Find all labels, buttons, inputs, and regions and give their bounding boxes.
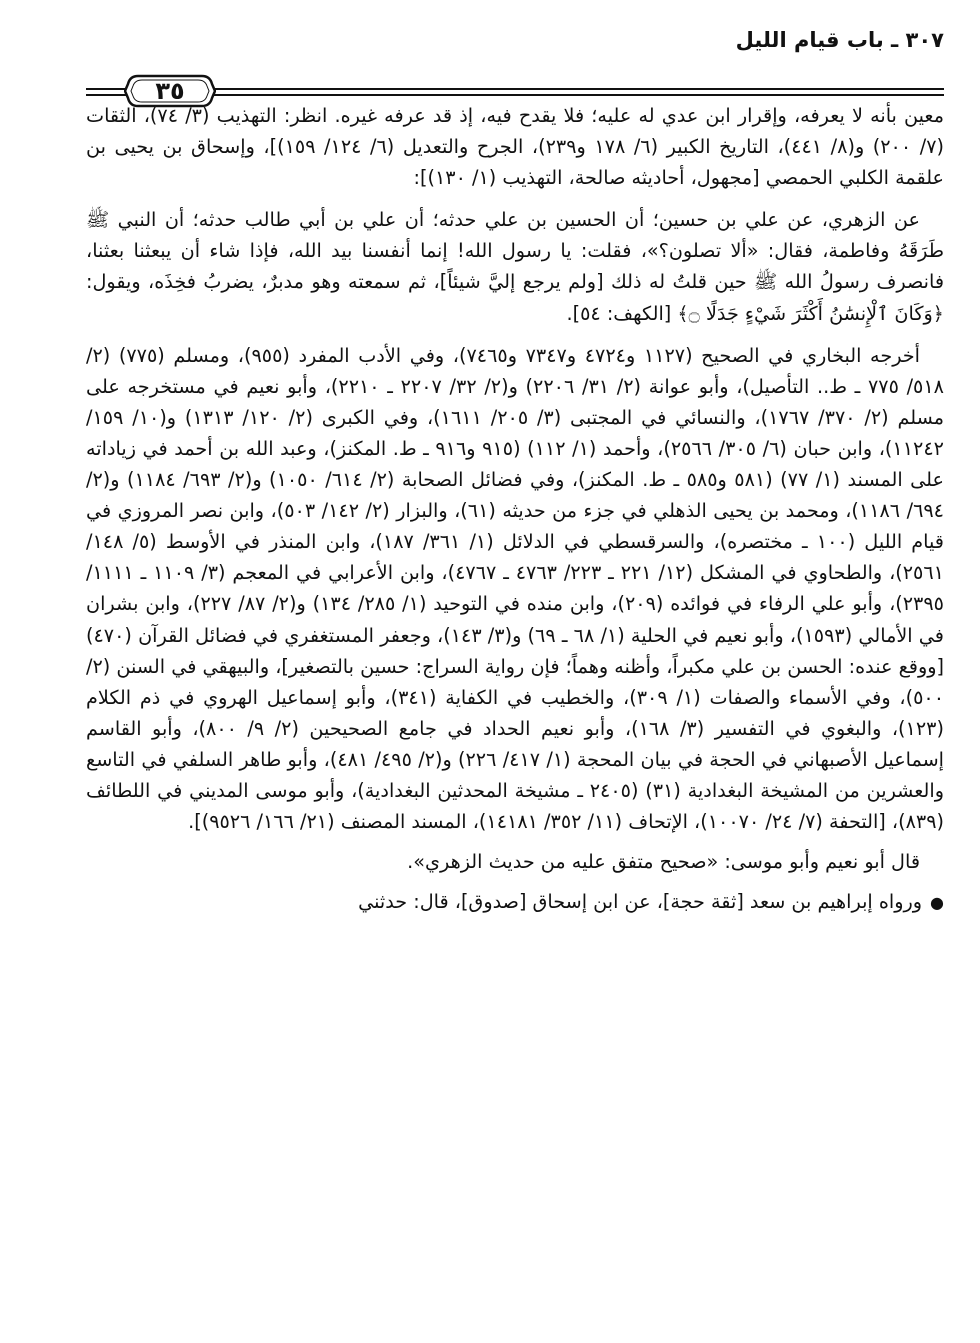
hadith-paragraph: عن الزهري، عن علي بن حسين؛ أن الحسين بن علي حدثه؛ أن علي بن أبي طالب حدثه؛ أن النبي ﷺ طَرَقَهُ وفاطمة، فقال: «ألا تصلون؟»، فقلت: يا رسول الله! إنما أنفسنا بيد الله، فإذا شاء أن يبعثنا بعثنا، فانصرف رسولُ الله ﷺ حين قلتُ له ذلك [ولم يرجع إليَّ شيئاً]، ثم سمعته وهو مدبرٌ، يضربُ فخِذَه، ويقول: ﴿وَكَانَ ٱلْإِنسَٰنُ أَكْثَرَ شَيْءٍ جَدَلًا ۝﴾ [الكهف: ٥٤].	[86, 208, 944, 325]
page-body	[86, 100, 944, 918]
body-paragraph: معين بأنه لا يعرفه، وإقرار ابن عدي له عليه؛ فلا يقدح فيه، إذ قد عرفه غيره. انظر: التهذيب (٣/ ٧٤)، الثقات (٧/ ٢٠٠) و(٨/ ٤٤١)، التاريخ الكبير (٦/ ١٧٨ و٢٣٩)، الجرح والتعديل (٦/ ١٢٤/ ١٥٩)]، وإسحاق بن يحيى بن علقمة الكلبي الحمصي [مجهول، أحاديثه صالحة، التهذيب (١/ ١٣٠)]:	[86, 104, 945, 190]
running-title: ٣٠٧ ـ باب قيام الليل	[735, 28, 944, 52]
takhrij-paragraph: أخرجه البخاري في الصحيح (١١٢٧ و٤٧٢٤ و٧٣٤٧ و٧٤٦٥)، وفي الأدب المفرد (٩٥٥)، ومسلم (٧٧٥) (٢/ ٥١٨/ ٧٧٥ ـ ط.. التأصيل)، وأبو عوانة (٢/ ٣١/ ٢٢٠٦) و(٢/ ٣٢/ ٢٢٠٧ ـ ٢٢١٠)، وأبو نعيم في مستخرجه على مسلم (٢/ ٣٧٠/ ١٧٦٧)، والنسائي في المجتبى (٣/ ٢٠٥/ ١٦١١)، وفي الكبرى (٢/ ١٢٠/ ١٣١٣) و(١٠/ ١٥٩/ ١١٢٤٢)، وابن حبان (٦/ ٣٠٥/ ٢٥٦٦)، وأحمد (١/ ١١٢) (٩١٥ و٩١٦ ـ ط. المكنز)، وعبد الله بن أحمد في زياداته على المسند (١/ ٧٧) (٥٨١ و٥٨٥ ـ ط. المكنز)، وفي فضائل الصحابة (٢/ ٦١٤/ ١٠٥٠) و(٢/ ٦٩٣/ ١١٨٤) و(٢/ ٦٩٤/ ١١٨٦)، ومحمد بن يحيى الذهلي في جزء من حديثه (٦١)، والبزار (٢/ ١٤٢/ ٥٠٣)، وابن نصر المروزي في قيام الليل (١٠٠ ـ مختصره)، والسرقسطي في الدلائل (١/ ٣٦١/ ١٨٧)، وابن المنذر في الأوسط (٥/ ١٤٨/ ٢٥٦١)، والطحاوي في المشكل (١٢/ ٢٢١ ـ ٢٢٣/ ٤٧٦٣ ـ ٤٧٦٧)، وابن الأعرابي في المعجم (٣/ ١١٠٩ ـ ١١١١/ ٢٣٩٥)، وأبو علي الرفاء في فوائده (٢٠٩)، وابن منده في التوحيد (١/ ٢٨٥/ ١٣٤) و(٢/ ٨٧/ ٢٢٧)، وابن بشران في الأمالي (١٥٩٣)، وأبو نعيم في الحلية (١/ ٦٨ ـ ٦٩) و(٣/ ١٤٣)، وجعفر المستغفري في فضائل القرآن (٤٧٠) [ووقع عنده: الحسن بن علي مكبراً، وأظنه وهماً؛ فإن رواية السراج: حسين بالتصغير]، والبيهقي في السنن (٢/ ٥٠٠)، وفي الأسماء والصفات (١/ ٣٠٩)، والخطيب في الكفاية (٣٤١)، وأبو إسماعيل الهروي في ذم الكلام (١٢٣)، والبغوي في التفسير (٣/ ١٦٨)، وأبو نعيم الحداد في جامع الصحيحين (٢/ ٩/ ٨٠٠)، وأبو القاسم إسماعيل الأصبهاني في الحجة في بيان المحجة (١/ ٤١٧/ ٢٢٦) و(٢/ ٤٩٥/ ٤٨١)، وأبو طاهر السلفي في التاسع والعشرين من المشيخة البغدادية (٣١) (٢٤٠٥ ـ مشيخة المحدثين البغدادية)، وأبو موسى المديني في اللطائف (٨٣٩)، [التحفة (٧/ ٢٤/ ١٠٠٧٠)، الإتحاف (١١/ ٣٥٢/ ١٤١٨١)، المسند المصنف (٢١/ ١٦٦/ ٩٥٢٦)].	[86, 343, 944, 834]
page-header	[86, 28, 944, 105]
header-rule	[206, 88, 944, 90]
bullet-paragraph	[86, 886, 944, 918]
bullet-paragraph-text: ورواه إبراهيم بن سعد [ثقة حجة]، عن ابن إسحاق [صدوق]، قال: حدثني	[358, 890, 923, 914]
quote-paragraph: قال أبو نعيم وأبو موسى: «صحيح متفق عليه من حديث الزهري».	[407, 850, 920, 874]
page-number: ٣٥	[155, 77, 185, 105]
bullet-marker: ●	[930, 893, 944, 913]
header-rule	[206, 94, 944, 96]
